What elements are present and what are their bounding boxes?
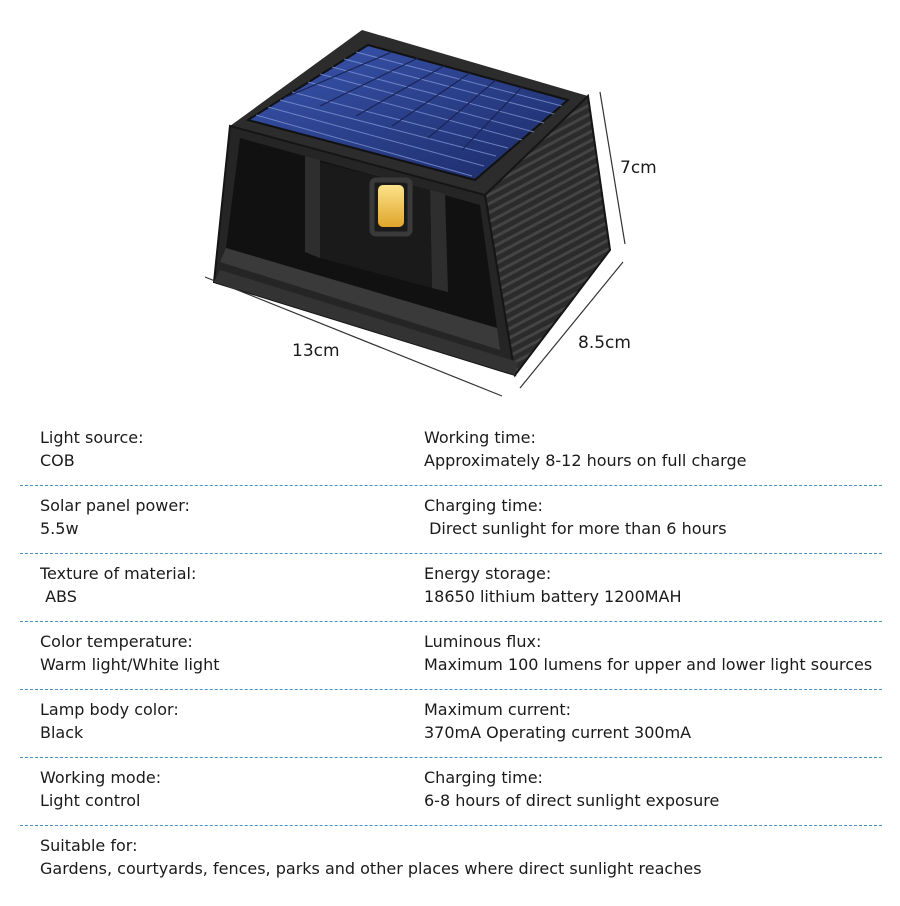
- spec-value: 6-8 hours of direct sunlight exposure: [424, 791, 720, 810]
- spec-row-suitable: [20, 826, 882, 906]
- spec-value: Direct sunlight for more than 6 hours: [424, 519, 727, 538]
- spec-value: Warm light/White light: [40, 655, 220, 674]
- spec-row: [20, 418, 882, 486]
- spec-working-mode: [40, 766, 410, 812]
- spec-suitable-for: [40, 834, 880, 880]
- product-image: [0, 0, 900, 410]
- spec-row: [20, 486, 882, 554]
- spec-light-source: [40, 426, 410, 472]
- spec-working-time: [424, 426, 884, 472]
- spec-label: Solar panel power:: [40, 496, 190, 515]
- spec-value: 5.5w: [40, 519, 79, 538]
- spec-color-temperature: [40, 630, 410, 676]
- spec-value: 18650 lithium battery 1200MAH: [424, 587, 682, 606]
- spec-energy-storage: [424, 562, 884, 608]
- spec-label: Suitable for:: [40, 836, 138, 855]
- spec-label: Lamp body color:: [40, 700, 179, 719]
- spec-label: Energy storage:: [424, 564, 552, 583]
- spec-value: Light control: [40, 791, 141, 810]
- spec-table: [20, 418, 882, 906]
- dimension-depth-label: 8.5cm: [578, 333, 631, 353]
- spec-charging-time-2: [424, 766, 884, 812]
- dimension-height-label: 7cm: [620, 158, 657, 178]
- spec-label: Color temperature:: [40, 632, 193, 651]
- spec-label: Luminous flux:: [424, 632, 542, 651]
- dimension-width-label: 13cm: [292, 341, 340, 361]
- spec-solar-panel-power: [40, 494, 410, 540]
- spec-label: Light source:: [40, 428, 144, 447]
- spec-value: Black: [40, 723, 84, 742]
- led-light: [378, 185, 404, 227]
- spec-value: 370mA Operating current 300mA: [424, 723, 692, 742]
- spec-charging-time: [424, 494, 884, 540]
- spec-value: COB: [40, 451, 75, 470]
- spec-value: Approximately 8-12 hours on full charge: [424, 451, 747, 470]
- spec-label: Working time:: [424, 428, 536, 447]
- spec-value: Gardens, courtyards, fences, parks and other places where direct sunlight reaches: [40, 859, 702, 878]
- spec-label: Charging time:: [424, 496, 543, 515]
- spec-maximum-current: [424, 698, 884, 744]
- spec-value: Maximum 100 lumens for upper and lower light sources: [424, 655, 873, 674]
- spec-luminous-flux: [424, 630, 884, 676]
- spec-row: [20, 758, 882, 826]
- spec-row: [20, 554, 882, 622]
- spec-label: Charging time:: [424, 768, 543, 787]
- spec-value: ABS: [40, 587, 77, 606]
- spec-row: [20, 622, 882, 690]
- spec-label: Texture of material:: [40, 564, 197, 583]
- spec-texture-of-material: [40, 562, 410, 608]
- spec-lamp-body-color: [40, 698, 410, 744]
- spec-label: Maximum current:: [424, 700, 572, 719]
- spec-row: [20, 690, 882, 758]
- spec-label: Working mode:: [40, 768, 162, 787]
